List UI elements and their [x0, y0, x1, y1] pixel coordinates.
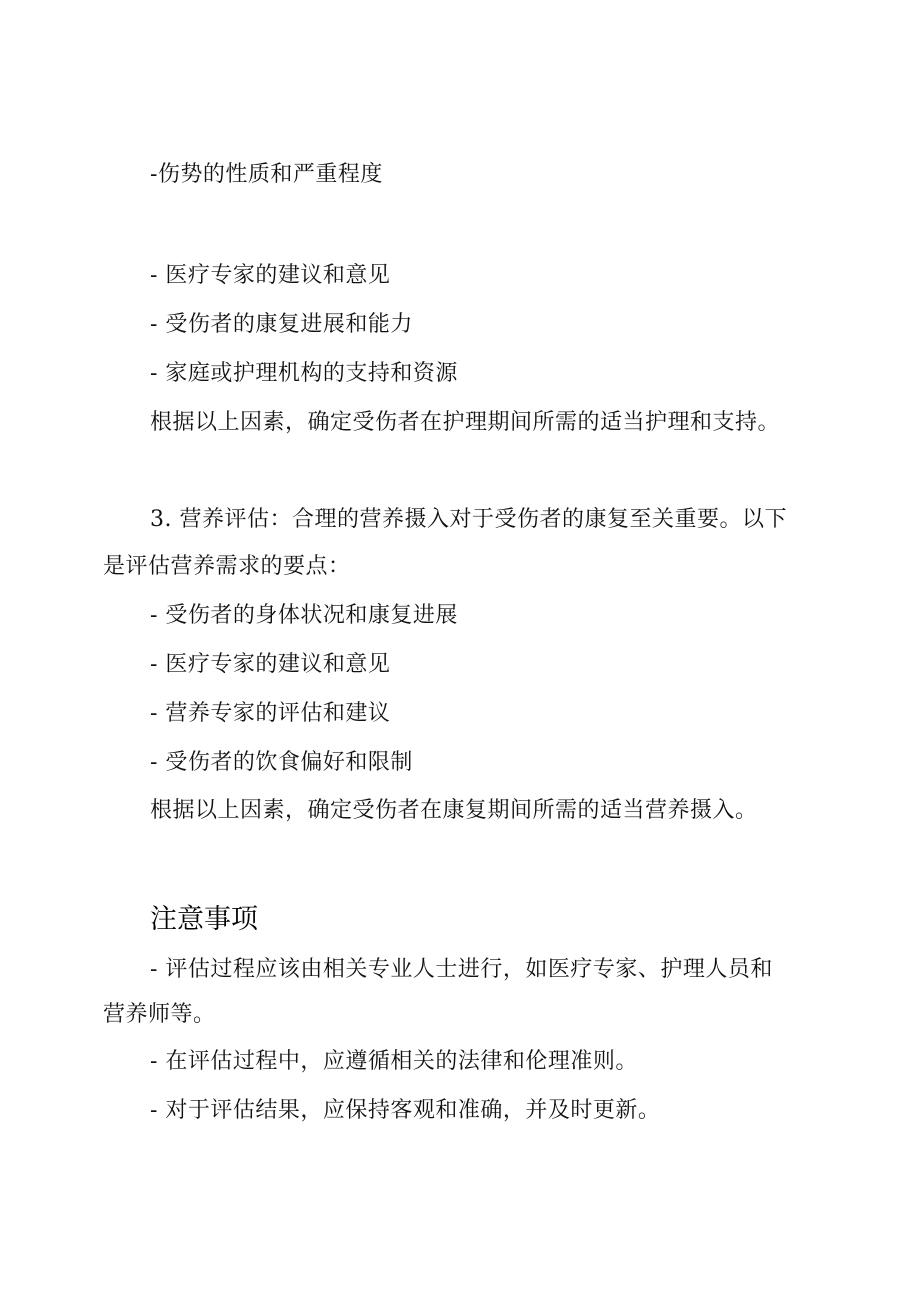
care-summary-paragraph: 根据以上因素，确定受伤者在护理期间所需的适当护理和支持。 — [150, 410, 781, 435]
factor-item-family-support: - 家庭或护理机构的支持和资源 — [150, 361, 458, 386]
nutrition-item-body-condition: - 受伤者的身体状况和康复进展 — [150, 603, 458, 628]
nutrition-item-dietitian-evaluation: - 营养专家的评估和建议 — [150, 701, 391, 726]
note-item-professionals-line-1: - 评估过程应该由相关专业人士进行，如医疗专家、护理人员和 — [150, 957, 773, 982]
nutrition-intro-line-1: 3. 营养评估：合理的营养摄入对于受伤者的康复至关重要。以下 — [150, 507, 787, 532]
note-item-objective-results: - 对于评估结果，应保持客观和准确，并及时更新。 — [150, 1098, 661, 1123]
note-item-law-ethics: - 在评估过程中，应遵循相关的法律和伦理准则。 — [150, 1049, 638, 1074]
factor-item-injury-severity: -伤势的性质和严重程度 — [150, 162, 383, 187]
nutrition-intro-line-2: 是评估营养需求的要点： — [103, 554, 351, 579]
nutrition-summary-paragraph: 根据以上因素，确定受伤者在康复期间所需的适当营养摄入。 — [150, 798, 758, 823]
nutrition-item-medical-advice: - 医疗专家的建议和意见 — [150, 652, 391, 677]
nutrition-item-diet-preferences: - 受伤者的饮食偏好和限制 — [150, 750, 413, 775]
notes-heading: 注意事项 — [150, 904, 258, 935]
factor-item-recovery-progress: - 受伤者的康复进展和能力 — [150, 312, 413, 337]
note-item-professionals-line-2: 营养师等。 — [103, 1002, 216, 1027]
factor-item-medical-advice: - 医疗专家的建议和意见 — [150, 263, 391, 288]
